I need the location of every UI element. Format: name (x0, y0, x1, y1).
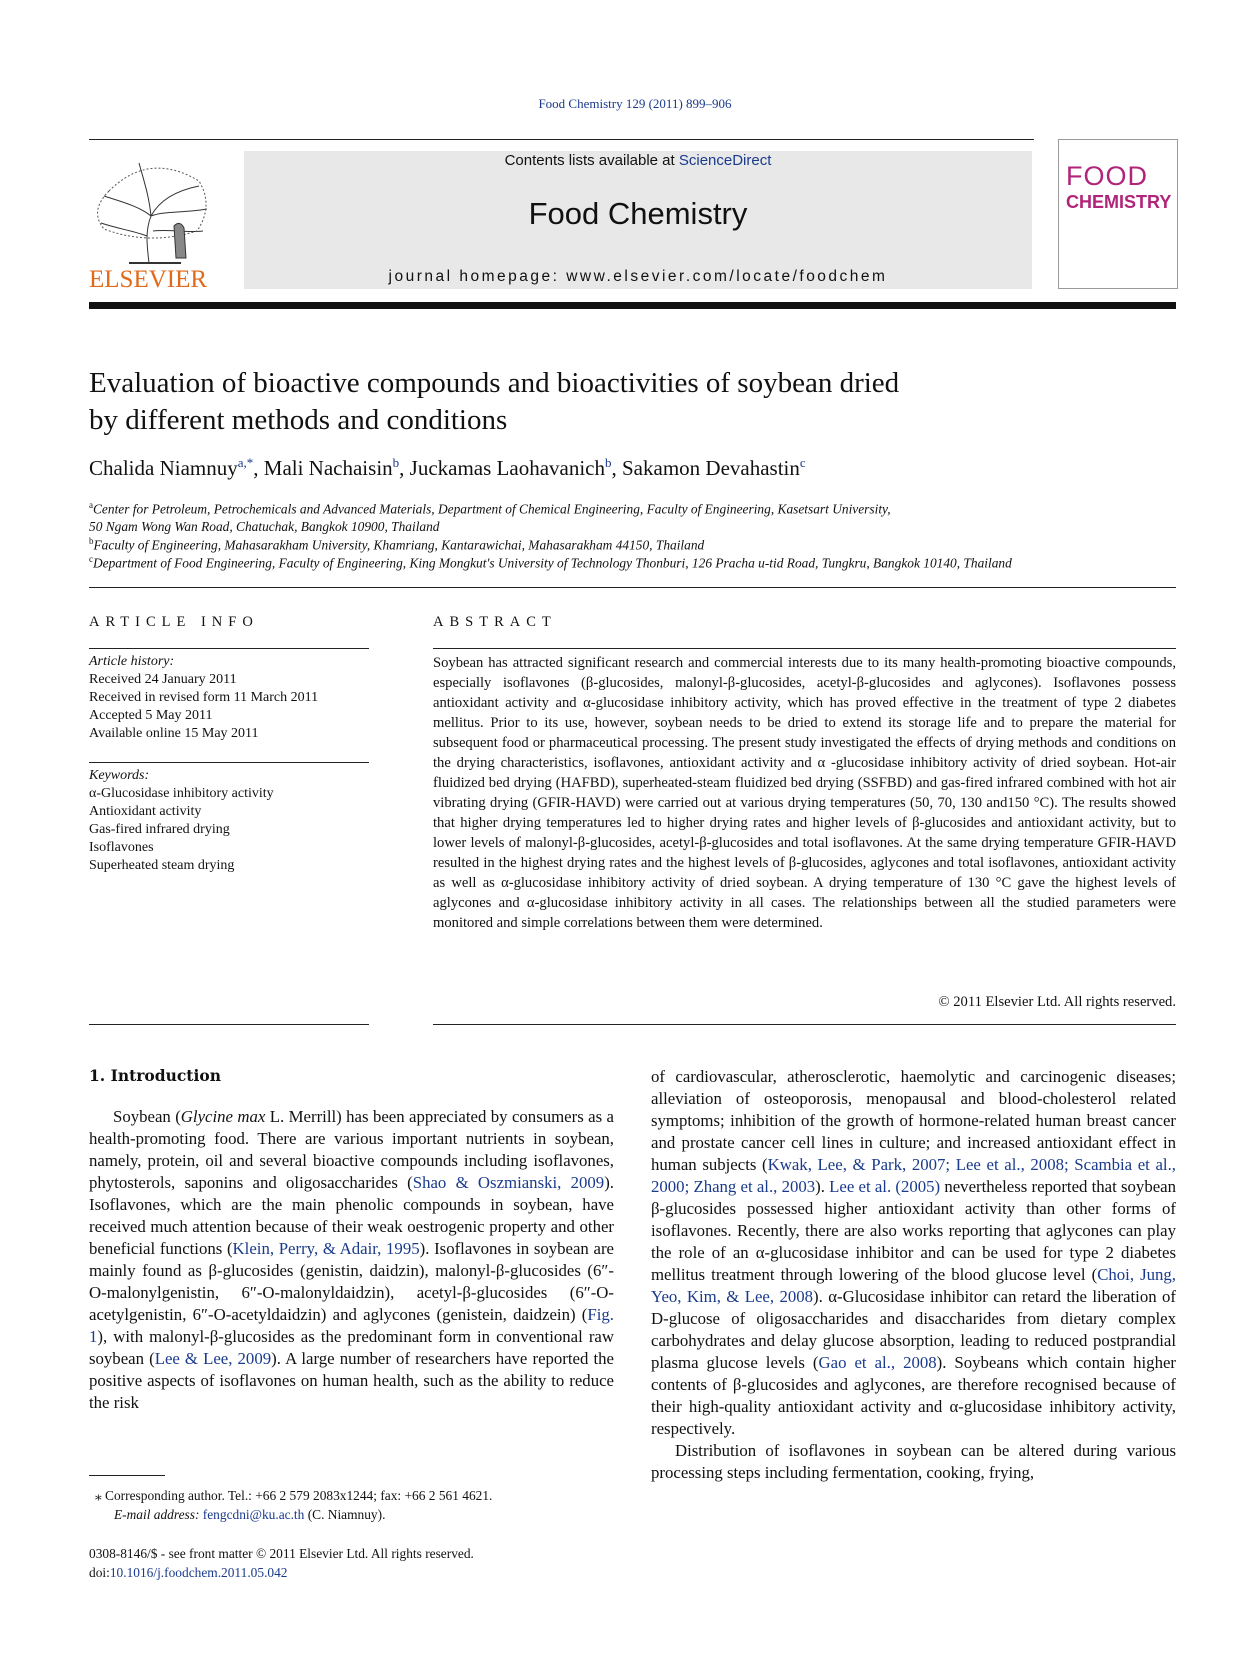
affiliation-mark: b (89, 536, 94, 546)
citation-link[interactable]: Gao et al., 2008 (818, 1353, 937, 1372)
accepted-date: Accepted 5 May 2011 (89, 708, 213, 723)
abstract-copyright: © 2011 Elsevier Ltd. All rights reserved. (938, 994, 1176, 1010)
text-run: Soybean ( (113, 1107, 181, 1126)
article-title (89, 365, 1049, 439)
citation-link[interactable]: Kwak, Lee, & Park, 2007; Lee et al., 2008; Scambia et al., 2000; Zhang et al., 2003 (651, 1155, 1176, 1196)
article-history-label: Article history: (89, 654, 175, 669)
affiliation-a (89, 496, 1179, 536)
affiliation-c (89, 550, 1179, 572)
text-run: ). (815, 1177, 830, 1196)
doi-label: doi: (89, 1565, 110, 1580)
revised-date: Received in revised form 11 March 2011 (89, 690, 319, 705)
author-list (89, 455, 1169, 481)
email-label: E-mail address: (114, 1507, 200, 1522)
sciencedirect-link[interactable]: ScienceDirect (678, 152, 772, 169)
received-date: Received 24 January 2011 (89, 672, 237, 687)
figure-link[interactable]: Fig. 1 (89, 1305, 614, 1346)
contents-prefix: Contents lists available at (504, 152, 675, 169)
text-run: L. Merrill) has been appreciated by consumers as a health-promoting food. There are various important nutrients in soybean, namely, protein, oil and several bioactive compounds including isoflavones, phytosterols, saponins and oligosaccharides ( (89, 1107, 614, 1192)
journal-homepage[interactable]: journal homepage: www.elsevier.com/locate/foodchem (388, 268, 888, 285)
body-paragraph (89, 1106, 614, 1414)
abstract-heading: ABSTRACT (433, 614, 557, 630)
abstract-top-rule (433, 648, 1176, 649)
author-separator: , (399, 456, 410, 480)
text-run: of cardiovascular, atherosclerotic, haemolytic and carcinogenic diseases; alleviation of osteoporosis, menopausal and blood-cholesterol related symptoms; inhibition of the growth of hormone-related human breast cancer and prostate cancer cell lines in culture; and increased antioxidant effect in human subjects ( (651, 1067, 1176, 1174)
article-info-bottom-rule (89, 1024, 369, 1025)
header-thick-rule (89, 302, 1176, 309)
keyword-item: Antioxidant activity (89, 804, 202, 819)
author-affiliation-mark[interactable]: a,* (237, 455, 254, 470)
text-run: nevertheless reported that soybean β-glucosides possessed higher antioxidant activity than other forms of isoflavones. Recently, there are also works reporting that aglycones can play the role of an α-glucosidase inhibitor and can be used for type 2 diabetes mellitus treatment through lowering of the blood glucose level ( (651, 1177, 1176, 1284)
body-column-right (651, 1066, 1176, 1484)
affiliation-mark: c (89, 554, 93, 564)
abstract-bottom-rule (433, 1024, 1176, 1025)
elsevier-logo (89, 151, 216, 291)
affiliation-text: 50 Ngam Wong Wan Road, Chatuchak, Bangkok 10900, Thailand (89, 519, 440, 535)
keyword-item: Isoflavones (89, 840, 154, 855)
article-info-rule (89, 648, 369, 649)
species-name: Glycine max (180, 1107, 266, 1126)
cover-title-food: FOOD (1066, 161, 1148, 191)
doi-line (89, 1563, 288, 1582)
title-line-2: by different methods and conditions (89, 404, 508, 436)
title-line-1: Evaluation of bioactive compounds and bioactivities of soybean dried (89, 367, 900, 399)
cover-title-chemistry: CHEMISTRY (1066, 192, 1172, 212)
issn-line: 0308-8146/$ - see front matter © 2011 Elsevier Ltd. All rights reserved. (89, 1546, 474, 1561)
author-separator: , (253, 456, 264, 480)
online-date: Available online 15 May 2011 (89, 726, 259, 741)
body-paragraph (651, 1066, 1176, 1440)
affiliations-rule (89, 587, 1176, 588)
affiliation-mark: a (89, 500, 93, 510)
journal-name: Food Chemistry (528, 196, 748, 231)
keyword-item: α-Glucosidase inhibitory activity (89, 786, 274, 801)
citation-link[interactable]: Choi, Jung, Yeo, Kim, & Lee, 2008 (651, 1265, 1176, 1306)
doi-link[interactable]: 10.1016/j.foodchem.2011.05.042 (109, 1565, 288, 1580)
affiliation-text: Faculty of Engineering, Mahasarakham University, Khamriang, Kantarawichai, Mahasarakham 44150, Thailand (93, 537, 705, 553)
text-run: ). Isoflavones, which are the main phenolic compounds in soybean, have received much attention because of their weak oestrogenic property and other beneficial functions ( (89, 1173, 614, 1258)
abstract-text: Soybean has attracted significant research and commercial interests due to its many health-promoting bioactive compounds, especially isoflavones (β-glucosides, malonyl-β-glucosides, acetyl-β-glucosides and aglycones). Isoflavones possess antioxidant activity and α-glucosidase inhibitory activity, which has proved effective in the treatment of type 2 diabetes mellitus. Prior to its use, however, soybean needs to be dried to extend its storage life and to prepare the material for subsequent food or pharmaceutical processing. The present study investigated the effects of drying methods and conditions on the drying characteristics, isoflavones, antioxidant activity and α -glucosidase inhibitory activity of dried soybean. Hot-air fluidized bed drying (HAFBD), superheated-steam fluidized bed drying (SSFBD) and gas-fired infrared combined with hot air vibrating drying (GFIR-HAVD) were carried out at various drying temperatures (50, 70, 130 and150 °C). The results showed that higher drying temperatures led to higher drying rates and higher levels of β-glucosides and antioxidant activity, but to lower levels of malonyl-β-glucosides, acetyl-β-glucosides and total isoflavones. At the same drying temperature GFIR-HAVD resulted in the highest drying rates and the highest levels of β-glucosides, aglycones and total isoflavones, antioxidant activity as well as α-glucosidase inhibitory activity of dried soybean. A drying temperature of 130 °C gave the highest levels of aglycones and α-glucosidase inhibitory activity in all cases. The relationships between all the studied parameters were monitored and simple correlations between them were determined. (433, 655, 1176, 931)
contents-line (244, 152, 1032, 169)
journal-citation[interactable]: Food Chemistry 129 (2011) 899–906 (538, 96, 732, 111)
footnote-rule (89, 1475, 165, 1476)
corresponding-author-note: ⁎ Corresponding author. Tel.: +66 2 579 2083x1244; fax: +66 2 561 4621. (95, 1488, 493, 1503)
author-affiliation-mark[interactable]: c (799, 455, 806, 470)
header-rule (89, 139, 1034, 140)
article-info-heading: ARTICLE INFO (89, 614, 259, 630)
author-name: Mali Nachaisin (263, 456, 393, 480)
text-run: ). A large number of researchers have reported the positive aspects of isoflavones on human health, such as the ability to reduce the risk (89, 1349, 614, 1412)
email-suffix: (C. Niamnuy). (304, 1507, 386, 1522)
author-affiliation-mark[interactable]: b (605, 455, 612, 470)
keyword-item: Gas-fired infrared drying (89, 822, 230, 837)
author-name: Juckamas Laohavanich (409, 456, 605, 480)
keyword-item: Superheated steam drying (89, 858, 235, 873)
author-separator: , (611, 456, 622, 480)
citation-link[interactable]: Shao & Oszmianski, 2009 (412, 1173, 605, 1192)
body-paragraph: Distribution of isoflavones in soybean can be altered during various processing steps including fermentation, cooking, frying, (651, 1441, 1176, 1482)
text-run: ). Isoflavones in soybean are mainly found as β-glucosides (genistin, daidzin), malonyl-β-glucosides (6″-O-malonylgenistin, 6″-O-malonyldaidzin), acetyl-β-glucosides (6″-O-acetylgenistin, 6″-O-acetyldaidzin) and aglycones (genistein, daidzein) ( (89, 1239, 614, 1324)
keywords-label: Keywords: (89, 768, 150, 783)
affiliation-text: Center for Petroleum, Petrochemicals and Advanced Materials, Department of Chemical Engineering, Faculty of Engineering, Kasetsart University, (93, 501, 891, 517)
email-link[interactable]: fengcdni@ku.ac.th (202, 1507, 305, 1522)
citation-link[interactable]: Lee et al. (2005) (829, 1177, 941, 1196)
text-run: ). Soybeans which contain higher contents of β-glucosides and aglycones, are therefore recognised because of their high-quality antioxidant activity and α-glucosidase inhibitory activity, respectively. (651, 1353, 1176, 1438)
author-affiliation-mark[interactable]: b (392, 455, 400, 470)
citation-link[interactable]: Klein, Perry, & Adair, 1995 (232, 1239, 420, 1258)
email-note (114, 1505, 385, 1524)
keywords-rule (89, 762, 369, 763)
elsevier-tree-icon (89, 151, 216, 291)
section-heading: 1. Introduction (89, 1066, 221, 1085)
author-name: Chalida Niamnuy (89, 456, 238, 480)
author-name: Sakamon Devahastin (622, 456, 800, 480)
citation-link[interactable]: Lee & Lee, 2009 (154, 1349, 272, 1368)
text-run: ), with malonyl-β-glucosides as the predominant form in conventional raw soybean ( (89, 1327, 614, 1368)
body-column-left (89, 1106, 614, 1414)
affiliation-text: Department of Food Engineering, Faculty of Engineering, King Mongkut's University of Technology Thonburi, 126 Pracha u-tid Road, Tungkru, Bangkok 10140, Thailand (93, 555, 1012, 571)
text-run: ). α-Glucosidase inhibitor can retard the liberation of D-glucose of oligosaccharides and disaccharides from dietary complex carbohydrates and delay glucose absorption, leading to reduced postprandial plasma glucose levels ( (651, 1287, 1176, 1372)
elsevier-wordmark: ELSEVIER (89, 266, 208, 291)
